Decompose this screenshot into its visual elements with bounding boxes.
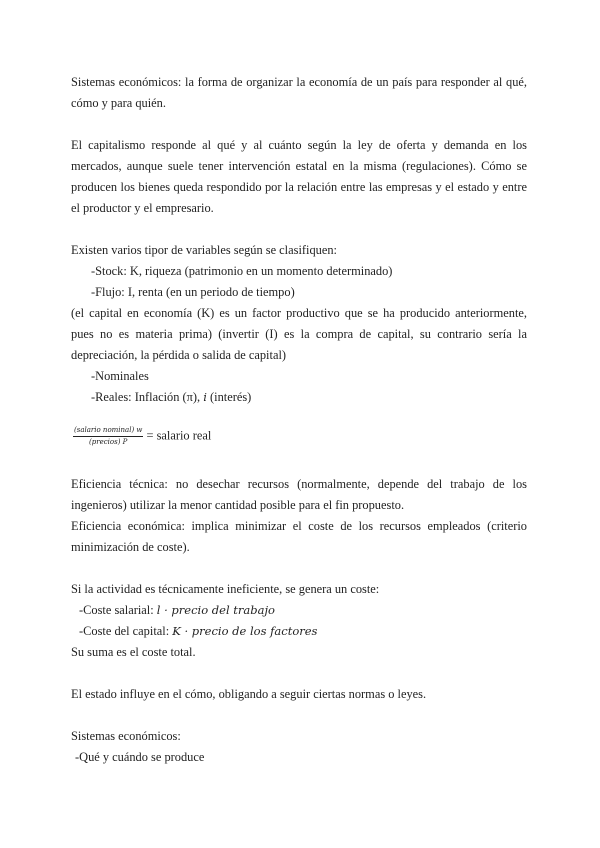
reales-prefix: -Reales: Inflación (π), <box>91 390 204 404</box>
paragraph-nominal-real <box>71 366 527 408</box>
real-wage-formula <box>73 426 211 447</box>
paragraph-costs <box>71 579 527 663</box>
cost-salarial-label: -Coste salarial: <box>79 603 157 617</box>
fraction-denominator: (precios) P <box>89 438 128 446</box>
cost-capital-formula: K · precio de los factores <box>172 624 318 638</box>
wage-fraction <box>73 426 143 447</box>
paragraph-systems <box>71 726 527 768</box>
paragraph-state: El estado influye en el cómo, obligando a seguir ciertas normas o leyes. <box>71 687 427 701</box>
variable-nominales: -Nominales <box>91 369 149 383</box>
paragraph-variables <box>71 240 527 303</box>
interest-symbol: i <box>203 390 207 404</box>
systems-item: -Qué y cuándo se produce <box>75 750 205 764</box>
variables-intro: Existen varios tipor de variables según se clasifiquen: <box>71 243 337 257</box>
cost-salarial-formula: l · precio del trabajo <box>156 603 275 617</box>
variable-stock: -Stock: K, riqueza (patrimonio en un momento determinado) <box>91 264 393 278</box>
variable-reales <box>71 387 527 408</box>
formula-result: = salario real <box>146 428 212 443</box>
fraction-numerator: (salario nominal) w <box>73 426 143 437</box>
paragraph-economic-efficiency: Eficiencia económica: implica minimizar el coste de los recursos empleados (criterio minimización de coste). <box>71 519 527 554</box>
cost-salarial <box>71 600 527 621</box>
paragraph-capitalism: El capitalismo responde al qué y al cuánto según la ley de oferta y demanda en los mercados, aunque suele tener intervención estatal en la misma (regulaciones). Cómo se producen los bienes queda respondido por la relación entre las empresas y el estado y entre el productor y el empresario. <box>71 138 527 215</box>
cost-capital-label: -Coste del capital: <box>79 624 173 638</box>
cost-total: Su suma es el coste total. <box>71 645 196 659</box>
reales-suffix: (interés) <box>206 390 252 404</box>
paragraph-definition: Sistemas económicos: la forma de organizar la economía de un país para responder al qué, cómo y para quién. <box>71 75 527 110</box>
cost-capital <box>71 621 527 642</box>
paragraph-capital-note: (el capital en economía (K) es un factor productivo que se ha producido anteriormente, pues no es materia prima) (invertir (I) es la compra de capital, su contrario sería la depreciación, la pérdida o salida de capital) <box>71 306 527 362</box>
variable-flujo: -Flujo: I, renta (en un periodo de tiempo) <box>91 285 295 299</box>
costs-intro: Si la actividad es técnicamente ineficiente, se genera un coste: <box>71 582 380 596</box>
systems-heading: Sistemas económicos: <box>71 729 181 743</box>
paragraph-technical-efficiency: Eficiencia técnica: no desechar recursos (normalmente, depende del trabajo de los ingenieros) utilizar la menor cantidad posible para el fin propuesto. <box>71 477 527 512</box>
